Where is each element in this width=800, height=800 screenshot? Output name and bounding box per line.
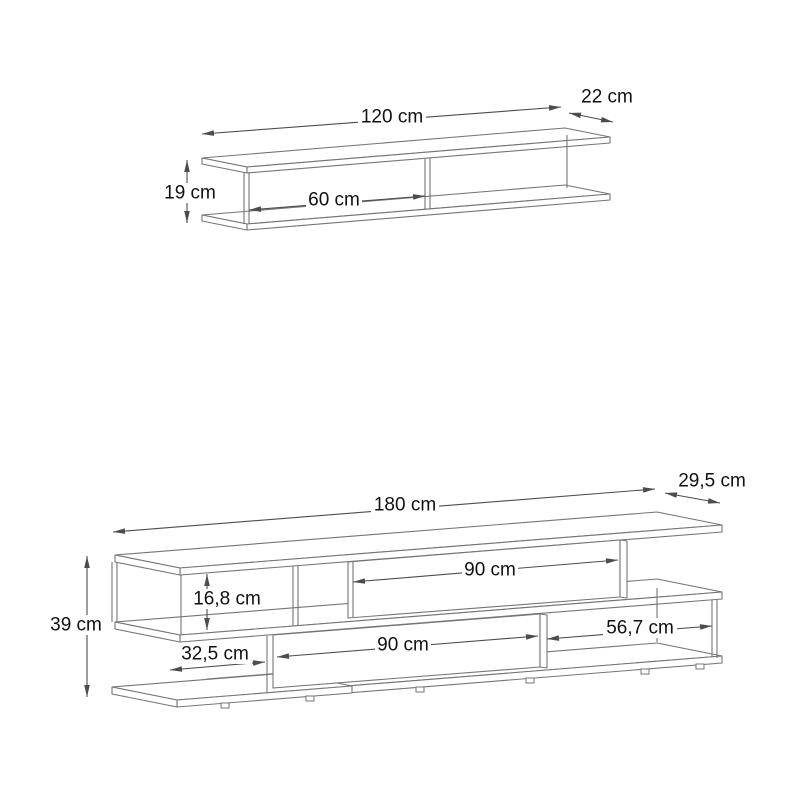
tv-right-compartment-width-label: 56,7 cm xyxy=(606,617,674,639)
shelf-width-label: 120 cm xyxy=(360,106,424,128)
tv-lower-drawer-width-label: 90 cm xyxy=(377,634,429,656)
tv-depth-dimension-line xyxy=(665,493,720,503)
tv-upper-drawer-width-label: 90 cm xyxy=(464,559,516,581)
tv-width-label: 180 cm xyxy=(373,494,437,516)
shelf-inner-width-label: 60 cm xyxy=(308,189,360,211)
shelf-height-label: 19 cm xyxy=(164,182,216,204)
tv-depth-label: 29,5 cm xyxy=(678,470,746,492)
tv-stand-drawing xyxy=(112,512,722,708)
shelf-depth-dimension-line xyxy=(569,113,613,122)
tv-lower-drawer-side xyxy=(540,614,547,668)
tv-inner-height-label: 16,8 cm xyxy=(193,588,261,610)
wall-shelf-drawing xyxy=(202,128,610,230)
shelf-depth-label: 22 cm xyxy=(581,86,633,108)
tv-base-inset-label: 32,5 cm xyxy=(181,643,249,665)
tv-height-label: 39 cm xyxy=(50,614,102,636)
tv-upper-drawer-side xyxy=(620,540,627,598)
tv-right-panel-edges xyxy=(712,600,717,658)
